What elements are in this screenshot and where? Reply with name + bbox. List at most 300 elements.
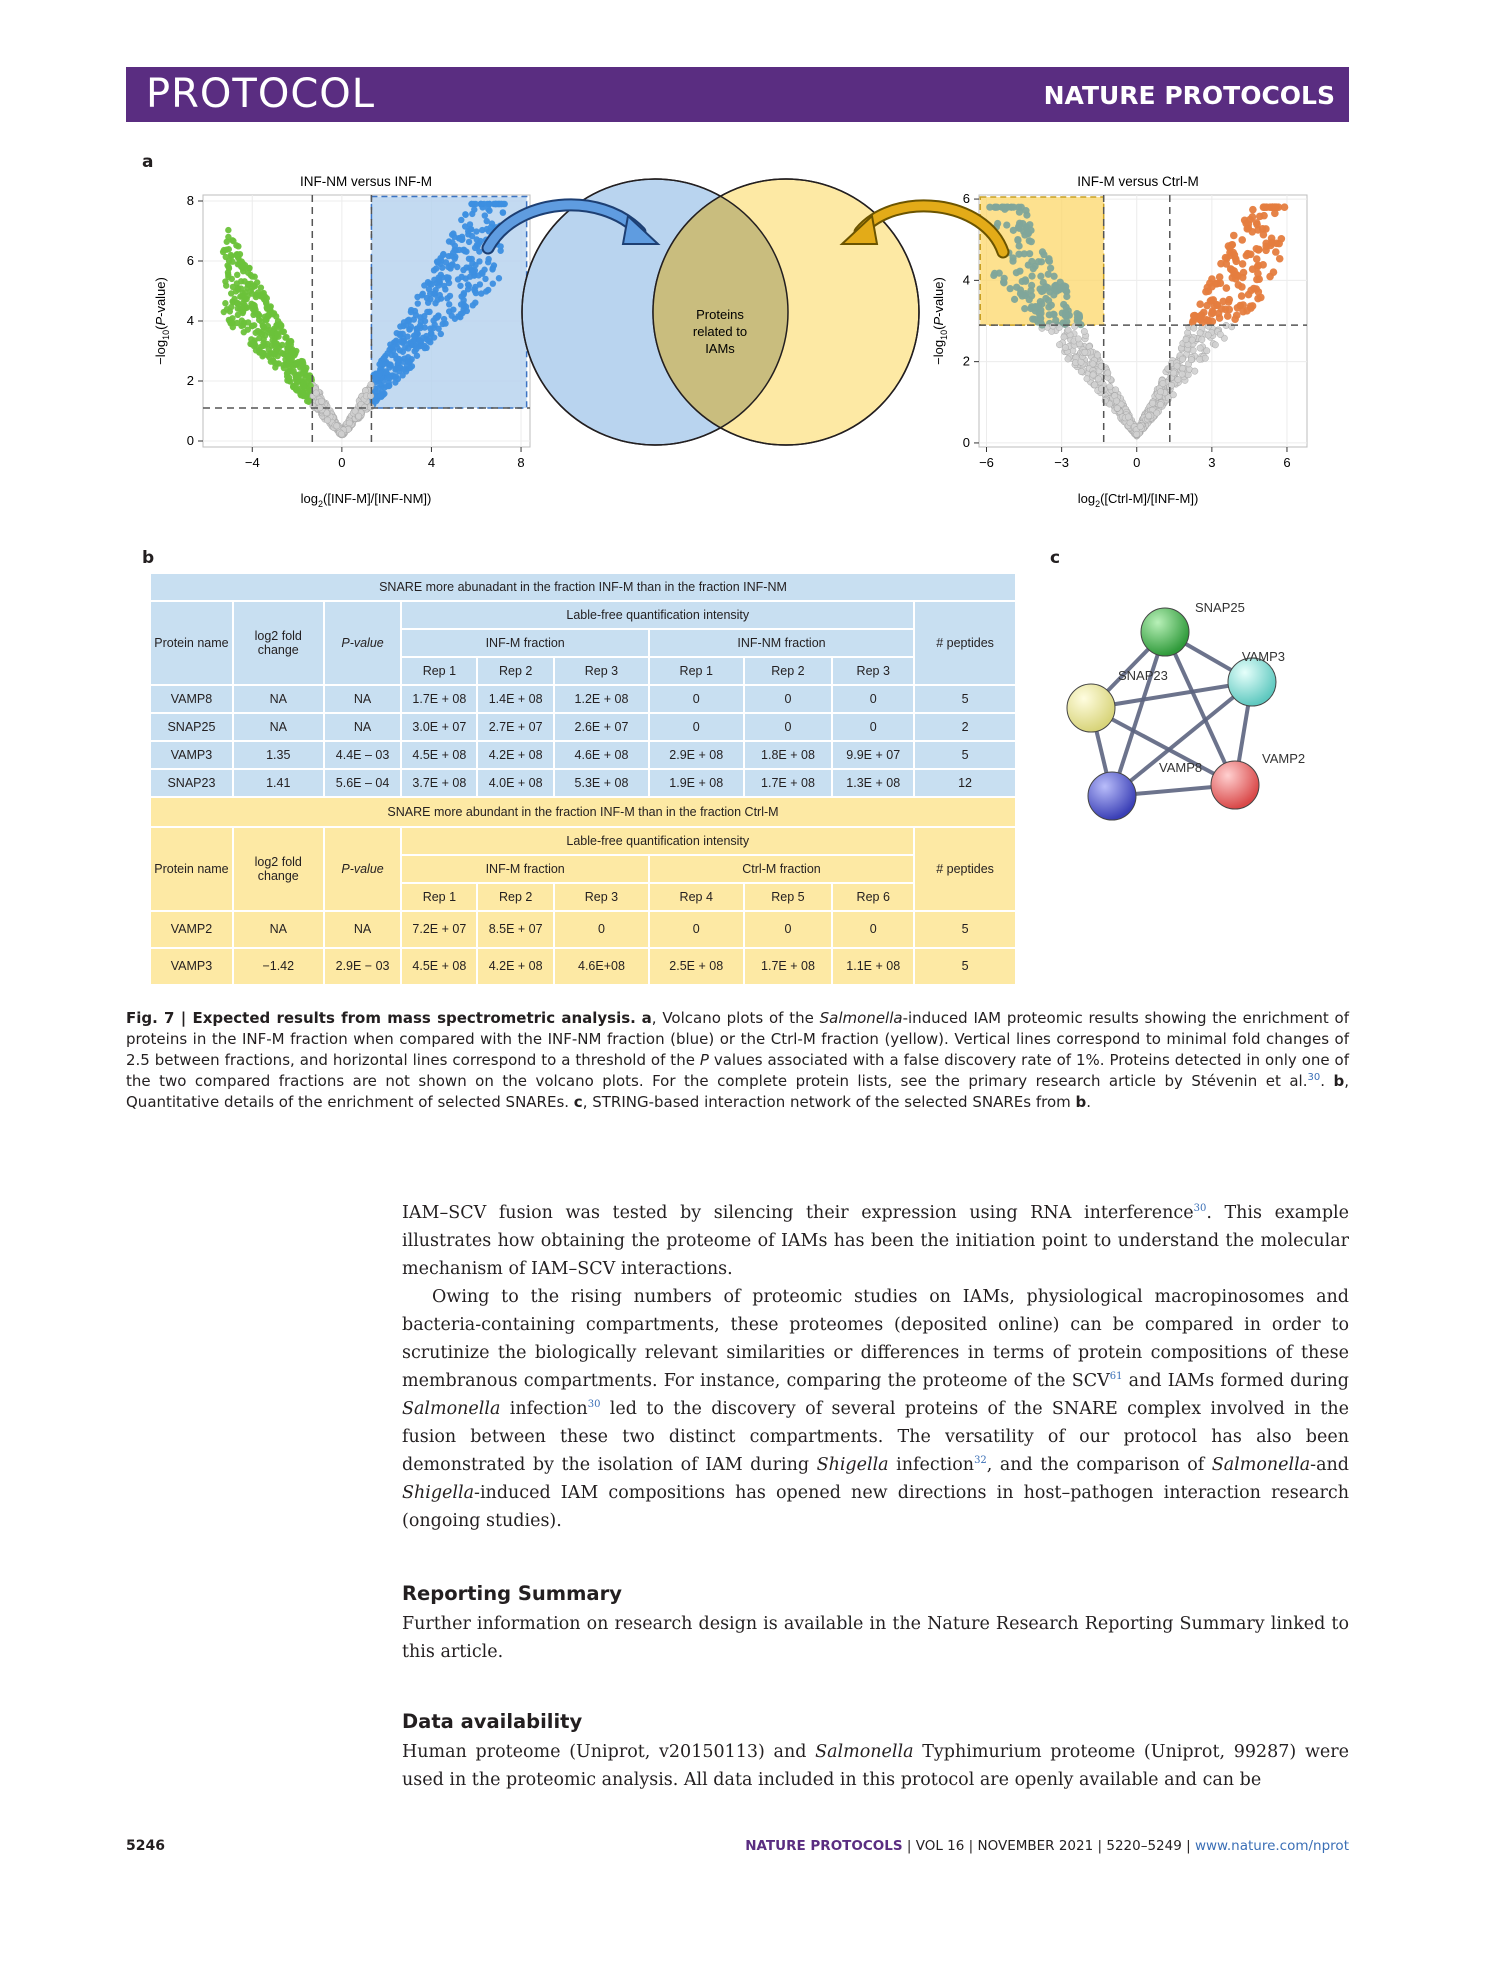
data-point	[1022, 292, 1029, 299]
data-point	[1281, 203, 1289, 211]
data-point	[1036, 285, 1043, 292]
data-point	[419, 292, 425, 298]
data-point	[1253, 245, 1261, 253]
body-italic: Salmonella	[815, 1742, 914, 1762]
data-point	[1019, 278, 1026, 285]
data-point	[422, 343, 428, 349]
footer-sep: |	[1093, 1838, 1107, 1854]
data-point	[1026, 237, 1033, 244]
node-vamp2	[1211, 761, 1259, 809]
header-rep: Rep 3	[832, 657, 914, 685]
data-point	[270, 357, 276, 363]
data-point	[1170, 370, 1176, 376]
caption-label-b: b	[1075, 1093, 1087, 1111]
table-cell: NA	[324, 713, 402, 741]
data-point	[1183, 336, 1189, 342]
table-blue-title: SNARE more abunadant in the fraction INF-M than in the fraction INF-NM	[150, 573, 1016, 601]
table-cell: 1.3E + 08	[832, 769, 914, 797]
data-point	[1052, 282, 1059, 289]
paragraph	[402, 1199, 1349, 1283]
data-point	[425, 338, 431, 344]
x-tick-label: 3	[1208, 455, 1216, 470]
table-cell: 1.1E + 08	[832, 948, 914, 985]
data-point	[405, 359, 411, 365]
table-cell: 4.6E + 08	[554, 741, 649, 769]
data-point	[262, 293, 268, 299]
data-point	[1063, 293, 1070, 300]
data-point	[452, 243, 458, 249]
panel-b-label: b	[142, 548, 155, 568]
table-cell: 4.6E+08	[554, 948, 649, 985]
table-cell: NA	[324, 911, 402, 948]
data-point	[1137, 423, 1143, 429]
caption-fig-title: Fig. 7 | Expected results from mass spectrometric analysis.	[126, 1009, 636, 1027]
header-fraction-1: INF-M fraction	[401, 855, 648, 883]
plot2-ylabel: $-\log_{10}(P-value)$	[931, 277, 949, 365]
table-cell: 1.7E + 08	[401, 685, 477, 713]
data-point	[1224, 312, 1232, 320]
data-point	[1205, 332, 1211, 338]
node-snap23	[1067, 684, 1115, 732]
data-point	[1254, 263, 1262, 271]
table-cell: NA	[233, 685, 324, 713]
data-point	[445, 275, 451, 281]
data-point	[455, 276, 461, 282]
table-cell: 2	[914, 713, 1016, 741]
data-point	[1015, 251, 1022, 258]
panel-a-label: a	[142, 152, 154, 172]
data-point	[1190, 312, 1198, 320]
data-point	[229, 315, 235, 321]
data-point	[1238, 236, 1246, 244]
body-span: infection	[888, 1455, 975, 1475]
data-point	[1219, 298, 1227, 306]
header-log2-fold: log2 fold change	[233, 827, 324, 911]
x-tick-label: 6	[1283, 455, 1291, 470]
data-point	[228, 290, 234, 296]
body-italic: Shigella	[816, 1455, 889, 1475]
data-point	[435, 282, 441, 288]
snare-table	[149, 572, 1017, 986]
header-rep: Rep 3	[554, 883, 649, 911]
data-point	[484, 218, 490, 224]
x-tick-label: 0	[338, 455, 346, 470]
table-cell: 12	[914, 769, 1016, 797]
data-point	[1039, 248, 1046, 255]
table-cell: 0	[649, 911, 744, 948]
data-point	[1046, 288, 1053, 295]
section-label: PROTOCOL	[146, 71, 376, 117]
data-point	[266, 306, 272, 312]
data-point	[1133, 431, 1139, 437]
body-italic: Shigella	[402, 1483, 475, 1503]
data-point	[294, 387, 300, 393]
data-point	[249, 303, 255, 309]
data-point	[1202, 288, 1210, 296]
data-point	[1160, 380, 1166, 386]
data-point	[475, 272, 481, 278]
footer-citation	[745, 1838, 1349, 1854]
header-lfq: Lable-free quantification intensity	[401, 601, 914, 629]
protein-name-cell: VAMP2	[150, 911, 233, 948]
data-point	[245, 319, 251, 325]
data-point	[225, 227, 231, 233]
data-point	[492, 201, 498, 207]
body-span: and IAMs formed during	[1122, 1371, 1349, 1391]
table-cell: 0	[832, 713, 914, 741]
data-point	[266, 313, 272, 319]
data-point	[1231, 315, 1239, 323]
protein-name-cell: SNAP23	[150, 769, 233, 797]
data-point	[230, 238, 236, 244]
table-cell: 1.35	[233, 741, 324, 769]
data-point	[469, 260, 475, 266]
data-point	[496, 275, 502, 281]
data-point	[1190, 347, 1196, 353]
node-label-snap25: SNAP25	[1195, 600, 1245, 615]
data-point	[389, 344, 395, 350]
y-tick-label: 2	[186, 373, 194, 388]
data-point	[1003, 221, 1010, 228]
data-point	[473, 228, 479, 234]
data-point	[430, 325, 436, 331]
data-point	[433, 265, 439, 271]
table-cell: 0	[744, 713, 833, 741]
plot1-xlabel: $\log_2([INF-M]/[INF-NM])$	[300, 491, 432, 509]
data-point	[1179, 356, 1185, 362]
data-point	[476, 258, 482, 264]
data-point	[438, 257, 444, 263]
data-point	[1065, 327, 1071, 333]
data-point	[1026, 221, 1033, 228]
data-point	[445, 253, 451, 259]
data-point	[1157, 401, 1163, 407]
data-point	[1212, 342, 1218, 348]
caption-text: values associated with a false discovery rate of 1%. Proteins detected in only one of the two compared fractions are not shown on the volcano plots. For the complete protein lists, see the primary research article by Stévenin et al.	[126, 1051, 1349, 1090]
body-span: . This example illustrates how obtaining the proteome of IAMs has been the initiation point to understand the molecular mechanism of IAM–SCV interactions.	[402, 1203, 1349, 1279]
data-point	[1223, 260, 1231, 268]
data-point	[404, 333, 410, 339]
header-lfq: Lable-free quantification intensity	[401, 827, 914, 855]
x-tick-label: 4	[427, 455, 436, 470]
body-italic: Salmonella	[1211, 1455, 1311, 1475]
data-point	[1197, 345, 1203, 351]
data-point	[1009, 258, 1016, 265]
header-peptides: # peptides	[914, 827, 1016, 911]
data-point	[306, 375, 312, 381]
data-point	[1239, 260, 1247, 268]
data-point	[462, 212, 468, 218]
data-point	[1007, 285, 1014, 292]
data-point	[458, 301, 464, 307]
data-point	[1260, 212, 1268, 220]
data-point	[1045, 297, 1052, 304]
data-point	[1149, 400, 1155, 406]
table-cell: NA	[233, 911, 324, 948]
data-point	[1154, 410, 1160, 416]
paragraph	[402, 1283, 1349, 1535]
caption-label-a: a	[641, 1009, 652, 1027]
table-cell: 3.7E + 08	[401, 769, 477, 797]
data-point	[338, 431, 344, 437]
data-point	[1157, 389, 1163, 395]
data-point	[485, 287, 491, 293]
data-point	[1235, 281, 1243, 289]
data-point	[405, 345, 411, 351]
table-cell: 4.5E + 08	[401, 948, 477, 985]
data-point	[1223, 284, 1231, 292]
paragraph: Further information on research design is available in the Nature Research Reporting Summary linked to this article.	[402, 1614, 1349, 1662]
data-availability-text	[402, 1738, 1349, 1794]
caption-italic: Salmonella	[819, 1009, 903, 1027]
data-point	[220, 249, 226, 255]
data-point	[1016, 242, 1023, 249]
table-cell: 0	[744, 911, 833, 948]
venn-label-line1: Proteins	[696, 307, 744, 322]
data-point	[446, 308, 452, 314]
header-rep: Rep 1	[401, 883, 477, 911]
venn-label-line3: IAMs	[705, 341, 735, 356]
citation-link[interactable]: 61	[1109, 1371, 1123, 1383]
data-point	[478, 201, 484, 207]
data-point	[1037, 310, 1044, 317]
data-point	[300, 363, 306, 369]
data-point	[1253, 219, 1261, 227]
y-tick-label: 4	[186, 313, 194, 328]
table-cell: 1.4E + 08	[477, 685, 554, 713]
data-point	[1061, 334, 1067, 340]
header-rep: Rep 2	[477, 883, 554, 911]
data-point	[1174, 363, 1180, 369]
data-point	[1230, 232, 1238, 240]
data-point	[396, 356, 402, 362]
data-point	[260, 322, 266, 328]
y-tick-label: 6	[186, 253, 194, 268]
section-heading-data: Data availability	[402, 1710, 583, 1733]
data-point	[1028, 273, 1035, 280]
caption-text: .	[1086, 1093, 1092, 1111]
table-cell: 0	[832, 911, 914, 948]
data-point	[408, 307, 414, 313]
y-tick-label: 2	[962, 353, 970, 369]
data-point	[411, 333, 417, 339]
footer-journal: NATURE PROTOCOLS	[745, 1838, 903, 1854]
header-log2-fold: log2 fold change	[233, 601, 324, 685]
data-point	[1114, 405, 1120, 411]
data-point	[1199, 336, 1205, 342]
data-point	[1113, 398, 1119, 404]
string-network	[1052, 590, 1306, 820]
data-point	[436, 277, 442, 283]
data-point	[1090, 372, 1096, 378]
data-point	[251, 282, 257, 288]
table-row	[150, 685, 1016, 713]
data-point	[274, 332, 280, 338]
data-point	[407, 339, 413, 345]
data-point	[1188, 356, 1194, 362]
table-cell: 0	[649, 713, 744, 741]
data-point	[498, 201, 504, 207]
data-point	[1082, 349, 1088, 355]
header-pvalue: P-value	[324, 601, 402, 685]
node-snap25	[1141, 608, 1189, 656]
x-tick-label: −3	[1054, 455, 1070, 470]
data-point	[274, 340, 280, 346]
data-point	[295, 373, 301, 379]
data-point	[1192, 368, 1198, 374]
data-point	[1179, 371, 1185, 377]
data-point	[375, 385, 381, 391]
data-point	[346, 420, 352, 426]
data-point	[362, 404, 368, 410]
reporting-text	[402, 1610, 1349, 1666]
data-point	[452, 256, 458, 262]
data-point	[1095, 376, 1101, 382]
data-point	[1013, 269, 1020, 276]
y-tick-label: 8	[186, 193, 194, 208]
data-point	[256, 317, 262, 323]
footer-url-link[interactable]: www.nature.com/nprot	[1194, 1838, 1349, 1854]
data-point	[1270, 268, 1278, 276]
table-yellow	[150, 797, 1016, 985]
caption-label-c: c	[573, 1093, 583, 1111]
data-point	[415, 300, 421, 306]
body-span: -induced IAM compositions has opened new directions in host–pathogen interaction research (ongoing studies).	[402, 1483, 1349, 1531]
data-point	[1000, 279, 1007, 286]
plot1-ylabel: $-\log_{10}(P-value)$	[153, 277, 171, 365]
data-point	[228, 252, 234, 258]
data-point	[222, 300, 228, 306]
venn-diagram	[522, 179, 919, 445]
data-point	[476, 240, 482, 246]
data-point	[1125, 414, 1131, 420]
data-point	[1090, 361, 1096, 367]
table-cell: NA	[324, 685, 402, 713]
data-point	[420, 335, 426, 341]
body-span: Typhimurium proteome (Uniprot, 99287) were used in the proteomic analysis. All data included in this protocol are openly available and can be	[402, 1742, 1349, 1790]
data-point	[1228, 241, 1236, 249]
table-cell: 2.5E + 08	[649, 948, 744, 985]
table-cell: 1.2E + 08	[554, 685, 649, 713]
data-point	[1046, 258, 1053, 265]
data-point	[458, 293, 464, 299]
table-cell: −1.42	[233, 948, 324, 985]
node-label-vamp8: VAMP8	[1159, 760, 1203, 775]
data-point	[1052, 317, 1059, 324]
header-peptides: # peptides	[914, 601, 1016, 685]
data-point	[1014, 236, 1021, 243]
data-point	[1208, 297, 1216, 305]
table-row	[150, 948, 1016, 985]
data-point	[1249, 302, 1257, 310]
x-tick-label: 8	[517, 455, 525, 470]
page-number: 5246	[126, 1838, 165, 1854]
citation-link[interactable]: 32	[974, 1455, 987, 1467]
data-point	[1031, 316, 1038, 323]
data-point	[1196, 300, 1204, 308]
section-heading-reporting: Reporting Summary	[402, 1582, 622, 1605]
data-point	[458, 217, 464, 223]
data-point	[318, 398, 324, 404]
venn-label-line2: related to	[692, 324, 748, 339]
data-point	[290, 368, 296, 374]
footer-sep: |	[964, 1838, 978, 1854]
data-point	[408, 323, 414, 329]
table-cell: 0	[832, 685, 914, 713]
body-italic: Salmonella	[402, 1399, 501, 1419]
data-point	[288, 338, 294, 344]
volcano-plot-inf-nm-vs-inf-m	[153, 174, 530, 509]
data-point	[446, 238, 452, 244]
table-cell: 5	[914, 685, 1016, 713]
data-point	[442, 286, 448, 292]
data-point	[425, 279, 431, 285]
data-point	[1107, 384, 1113, 390]
data-point	[454, 264, 460, 270]
data-point	[1197, 330, 1203, 336]
header-protein-name: Protein name	[150, 827, 233, 911]
data-point	[1038, 300, 1045, 307]
citation-link[interactable]: 30	[1307, 1072, 1321, 1083]
table-cell: 5.6E – 04	[324, 769, 402, 797]
data-point	[286, 374, 292, 380]
data-point	[1094, 352, 1100, 358]
caption-text: , Quantitative details of the enrichment of selected SNAREs.	[126, 1072, 1349, 1111]
data-point	[461, 247, 467, 253]
header-fraction-1: INF-M fraction	[401, 629, 648, 657]
data-point	[324, 417, 330, 423]
data-point	[1010, 204, 1017, 211]
data-point	[397, 331, 403, 337]
data-point	[224, 306, 230, 312]
data-point	[1272, 248, 1280, 256]
citation-link[interactable]: 30	[587, 1399, 601, 1411]
data-point	[1065, 356, 1071, 362]
table-blue	[150, 573, 1016, 797]
data-point	[1262, 240, 1270, 248]
data-point	[426, 309, 432, 315]
data-point	[1197, 315, 1205, 323]
header-rep: Rep 5	[744, 883, 833, 911]
caption-text: -induced IAM proteomic results showing the enrichment of proteins in the INF-M fraction when compared with the INF-NM fraction (blue) or the Ctrl-M fraction (yellow). Vertical lines correspond to minimal fold changes of 2.5 between fractions, and horizontal lines correspond to a threshold of the	[126, 1009, 1349, 1069]
data-point	[1243, 225, 1251, 233]
data-point	[1257, 294, 1265, 302]
table-cell: 5.3E + 08	[554, 769, 649, 797]
header-rep: Rep 2	[477, 657, 554, 685]
table-cell: 4.2E + 08	[477, 741, 554, 769]
journal-banner	[126, 67, 1349, 122]
data-point	[459, 237, 465, 243]
data-point	[1191, 325, 1197, 331]
y-tick-label: 0	[186, 433, 194, 448]
table-cell: 2.7E + 07	[477, 713, 554, 741]
data-point	[986, 204, 993, 211]
data-point	[1091, 382, 1097, 388]
data-point	[260, 350, 266, 356]
data-point	[1276, 255, 1284, 263]
data-point	[1268, 203, 1276, 211]
data-point	[1208, 310, 1216, 318]
data-point	[1213, 280, 1221, 288]
citation-link[interactable]: 30	[1193, 1203, 1207, 1215]
table-yellow-title: SNARE more abundant in the fraction INF-M than in the fraction Ctrl-M	[150, 797, 1016, 827]
data-point	[1278, 235, 1286, 243]
table-cell: 3.0E + 07	[401, 713, 477, 741]
data-point	[1204, 348, 1210, 354]
data-point	[444, 295, 450, 301]
data-point	[1196, 356, 1202, 362]
data-point	[400, 339, 406, 345]
